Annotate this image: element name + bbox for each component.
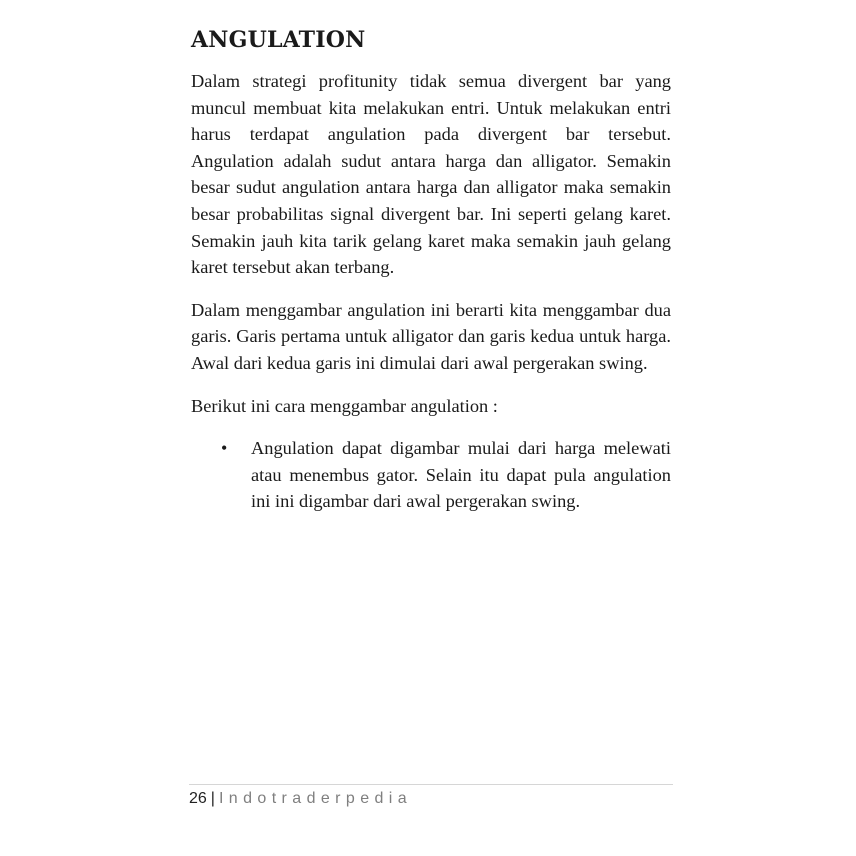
list-item xyxy=(191,435,671,515)
paragraph-3: Berikut ini cara menggambar angulation : xyxy=(191,395,498,416)
document-page xyxy=(191,24,671,515)
list-item-text: Angulation dapat digambar mulai dari harga melewati atau menembus gator. Selain itu dapat pula angulation ini ini digambar dari awal pergerakan swing. xyxy=(251,438,671,512)
paragraph-1: Dalam strategi profitunity tidak semua divergent bar yang muncul membuat kita melakukan entri. Untuk melakukan entri harus terdapat angulation pada divergent bar tersebut. Angulation adalah sudut antara harga dan alligator. Semakin besar sudut angulation antara harga dan alligator maka semakin besar probabilitas signal divergent bar. Ini seperti gelang karet. Semakin jauh kita tarik gelang karet maka semakin jauh gelang karet tersebut akan terbang. xyxy=(191,71,671,278)
bullet-icon: • xyxy=(221,438,228,459)
footer-separator: | xyxy=(210,790,215,807)
page-footer xyxy=(189,784,673,810)
page-number: 26 xyxy=(189,790,207,807)
footer-brand: Indotraderpedia xyxy=(218,790,413,807)
bullet-list xyxy=(191,435,671,515)
section-title: ANGULATION xyxy=(191,27,366,53)
paragraph-2: Dalam menggambar angulation ini berarti kita menggambar dua garis. Garis pertama untuk alligator dan garis kedua untuk harga. Awal dari kedua garis ini dimulai dari awal pergerakan swing. xyxy=(191,299,671,373)
